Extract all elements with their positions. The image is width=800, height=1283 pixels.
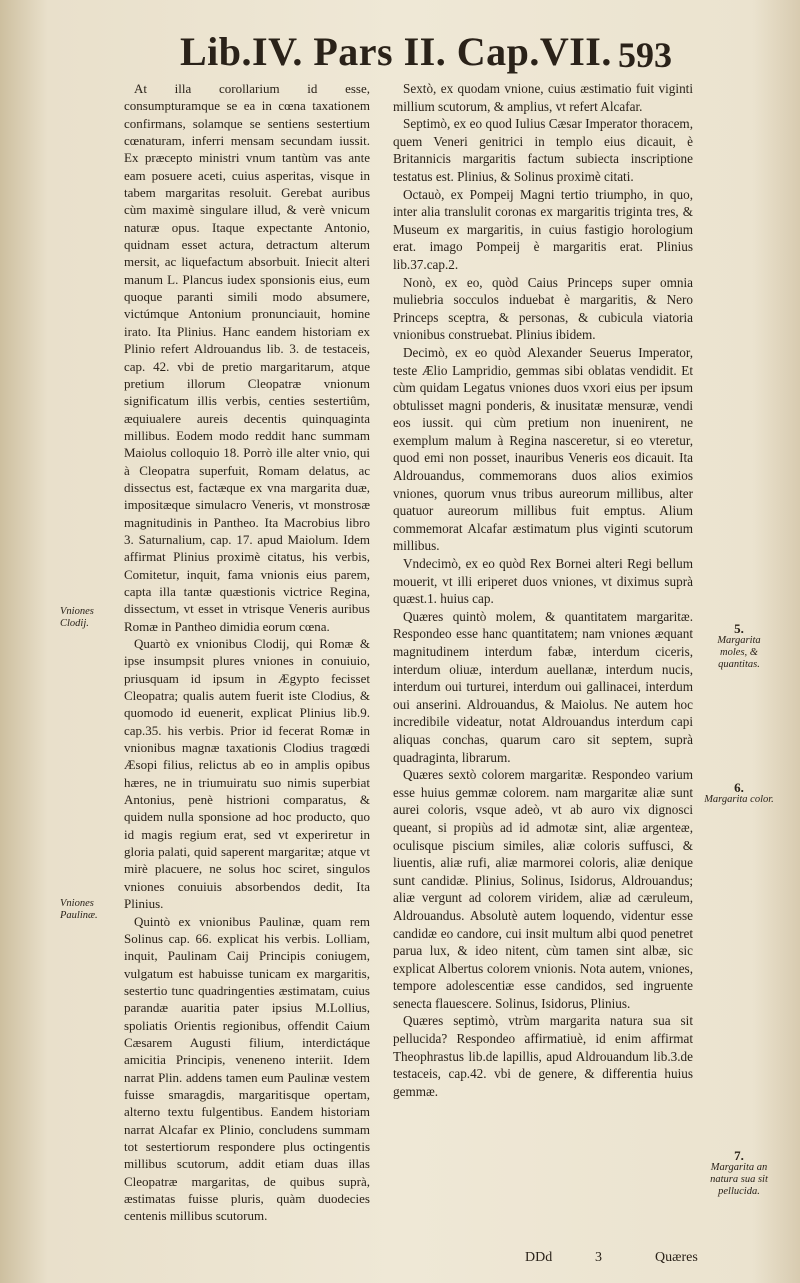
margin-note-text: Margarita moles, & quantitas. <box>717 635 761 670</box>
paragraph: Quæres sextò colorem margaritæ. Respondeo varium esse huius gemmæ colorem. nam margaritæ aliæ sunt aurei coloris, vsque adeò, vt ab auro vix dignosci queant, si propiùs ad id admotæ sint, aliæ argenteæ, oculisque piscium similes, aliæ coloris suffusci, & liuentis, aliæ rufi, aliæ marmorei coloris, aliæ denique sunt candidæ. Plinius, Solinus, Isidorus, Aldrouandus; aliæ vergunt ad colorem viridem, aliæ ad cæruleum, Aldrouandus. Absolutè autem loquendo, videntur esse candidæ eo candore, cui insit multum albi quod penetret parua lux, & ideo nitent, cùm tamen sint albæ, sic explicat Albertus colorem vnionis. Nota autem, vniones, tempore adolescentiæ esse candidos, sed ingruente senecta flauescere. Solinus, Isidorus, Plinius. <box>393 767 693 1011</box>
paragraph: Quartò ex vnionibus Clodij, qui Romæ & ipse insumpsit plures vniones in conuiuio, priusquam id ipsum in Ægypto fecisset Cleopatra; qualis autem fuerit iste Clodius, & quomodo id euenerit, explicat Plinius lib.9. cap.35. his verbis. Prior id fecerat Romæ in vnionibus magnæ taxationis Clodius tragœdi Æsopi filius, relictus ab eo in amplis opibus hæres, ne in triumuiratu suo nimis superbiat Antonius, penè histrioni comparatus, & quidem nulla sponsione ad hoc producto, quo id magis regium erat, sed vt experiretur in gloria palati, quid saperent margaritæ; atque vt mirè placuere, ne solus hoc sciret, singulos vniones conuiuis absorbendos dedit, Ita Plinius. <box>124 636 370 912</box>
paragraph: Decimò, ex eo quòd Alexander Seuerus Imperator, teste Ælio Lampridio, gemmas sibi oblatas vendidit. Et cùm quidam Legatus vniones duos vxori eius per ipsum obtulisset magni ponderis, & inusitatæ mensuræ, vendi eos iussit. qui cùm pretium non inuenirent, ne exemplum malum à Regina nasceretur, si eo vteretur, quod emi non posset, inauribus Veneris eos dicauit. Ita Aldrouandus, commemorans duos alios eximios vniones, quorum vnus tribus aureorum millibus, alter quatuor aureorum millibus fuit emptus. Alium commemorat Alcafar æstimatum plus viginti scutorum millibus. <box>393 344 693 554</box>
margin-note-size <box>704 623 774 671</box>
catchword: Quæres <box>655 1250 698 1265</box>
paragraph: Septimò, ex eo quod Iulius Cæsar Imperator thoracem, quem Veneri genitrici in templo eius dicauit, è Britannicis margaritis factum subiecta inscriptione testatus est. Plinius, & Solinus proximè citati. <box>393 116 693 184</box>
margin-note-number: 7. <box>734 1148 744 1163</box>
running-title: Lib.IV. Pars II. Cap.VII. <box>180 29 612 74</box>
signature-mark: DDd <box>525 1250 553 1265</box>
paragraph: Quintò ex vnionibus Paulinæ, quam rem Solinus cap. 66. explicat his verbis. Lolliam, inquit, Paulinam Caij Principis coniugem, vulgatum est habuisse tunicam ex margaritis, sestertio tunc quadringenties æstimatam, cuius parandæ auaritia pater ipsius M.Lollius, spoliatis Orientis regionibus, offendit Caium Cæsarem Augusti filium, interdictáque amicitia Principis, veneneno interiit. Idem narrat Plin. addens tamen eum Paulinæ vestem fuisse smaragdis, margaritisque opertam, alterno textu fulgentibus. Eandem historiam narrat Alcafar ex Plinio, concludens summam tot sestertiorum respondere plus octingentis millibus scutorum, addit etiam duas illas Cleopatræ margaritas, de quibus suprà, æstimatas fuisse pluris, quàm duodecies centenis millibus scutorum. <box>124 913 370 1224</box>
margin-note-translucency <box>704 1150 774 1198</box>
page-header <box>0 28 800 78</box>
margin-note-number: 6. <box>734 780 744 795</box>
paragraph: Sextò, ex quodam vnione, cuius æstimatio fuit viginti millium scutorum, & amplius, vt refert Alcafar. <box>393 81 693 114</box>
margin-note-text: Margarita color. <box>704 794 774 805</box>
paragraph: Quæres quintò molem, & quantitatem margaritæ. Respondeo esse hanc quantitatem; nam vniones æquant magnitudinem interdum fabæ, interdum ciceris, interdum oliuæ, interdum auellanæ, interdum nucis, interdum oui turturei, interdum oui gallinacei, interdum oui anserini. Aldrouandus, & Maiolus. Ne autem hoc incredibile videatur, notat Aldrouandus interdum capi aliquas conchas, quarum caro sit septem, suprà quadraginta, librarum. <box>393 608 693 765</box>
page-footer <box>525 1250 735 1270</box>
paragraph: Quæres septimò, vtrùm margarita natura sua sit pellucida? Respondeo affirmatiuè, id enim affirmat Theophrastus lib.de lapillis, apud Aldrouandum lib.3.de testaceis, cap.42. vbi de genere, & differentia huius gemmæ. <box>393 1013 693 1099</box>
paragraph: At illa corollarium id esse, consumpturamque se ea in cœna taxationem confirmans, solamque se sentiens sestertium cœnaturam, inferri mensam secundam iussit. Ex præcepto ministri vnum tantùm vas ante eam posuere aceti, cuius asperitas, visque in tabem margaritas resoluit. Gerebat auribus cùm maximè singulare illud, & verè vnicum naturæ opus. Itaque expectante Antonio, quidnam esset actura, detractum alterum mersit, ac liquefactum absorbuit. Iniecit alteri manum L. Plancus iudex sponsionis eius, eum quoque paranti simili modo absumere, victúmque Antonium pronunciauit, homine irato. Ita Plinius. Hanc eandem historiam ex Plinio refert Aldrouandus lib. 3. de testaceis, cap. 42. vbi de pretio margaritarum, atque pretium illorum Cleopatræ vnionum significatum illis verbis, centies sestertiûm, æquiualere aureis decentis quinquaginta millibus. Eodem modo reddit hanc summam Maiolus colloquio 18. Porrò ille alter vnio, qui à Cleopatra superfuit, Romam delatus, ac dissectus est, factæque ex vna margarita duæ, impositæque simulacro Veneris, vt monstrosæ magnitudinis in Pantheo. Ita Macrobius libro 3. Saturnalium, cap. 17. apud Maiolum. Idem affirmat Plinius proximè citatus, his verbis, Comitetur, inquit, fama vnionis eius parem, capta illa tantæ quæstionis victrice Regina, dissectum, vt esset in vtrisque Veneris auribus Romæ in Pantheo dimidia eorum cœna. <box>124 81 370 634</box>
margin-note-clodius <box>60 606 120 630</box>
page-number: 593 <box>618 35 672 75</box>
margin-note-text: Vniones Clodij. <box>60 606 94 629</box>
margin-note-number: 5. <box>734 621 744 636</box>
left-column <box>124 80 370 1225</box>
margin-note-paulina <box>60 898 120 922</box>
margin-note-text: Vniones Paulinæ. <box>60 898 98 921</box>
right-column <box>393 80 693 1100</box>
paragraph: Vndecimò, ex eo quòd Rex Bornei alteri Regi bellum mouerit, vt illi eriperet duos vniones, vt diximus suprà quæst.1. huius cap. <box>393 556 693 607</box>
margin-note-color <box>704 782 774 806</box>
paragraph: Nonò, ex eo, quòd Caius Princeps super omnia muliebria socculos induebat è margaritis, & Nero Princeps sceptra, & personas, & cubicula viatoria vnionibus construebat. Plinius ibidem. <box>393 274 693 343</box>
paragraph: Octauò, ex Pompeij Magni tertio triumpho, in quo, inter alia translulit coronas ex margaritis triginta tres, & Museum ex margaritis, in cuius fastigio horologium erat. imago Pompeij è margaritis erat. Plinius lib.37.cap.2. <box>393 186 693 272</box>
signature-number: 3 <box>595 1250 602 1265</box>
margin-note-text: Margarita an natura sua sit pellucida. <box>710 1162 768 1197</box>
